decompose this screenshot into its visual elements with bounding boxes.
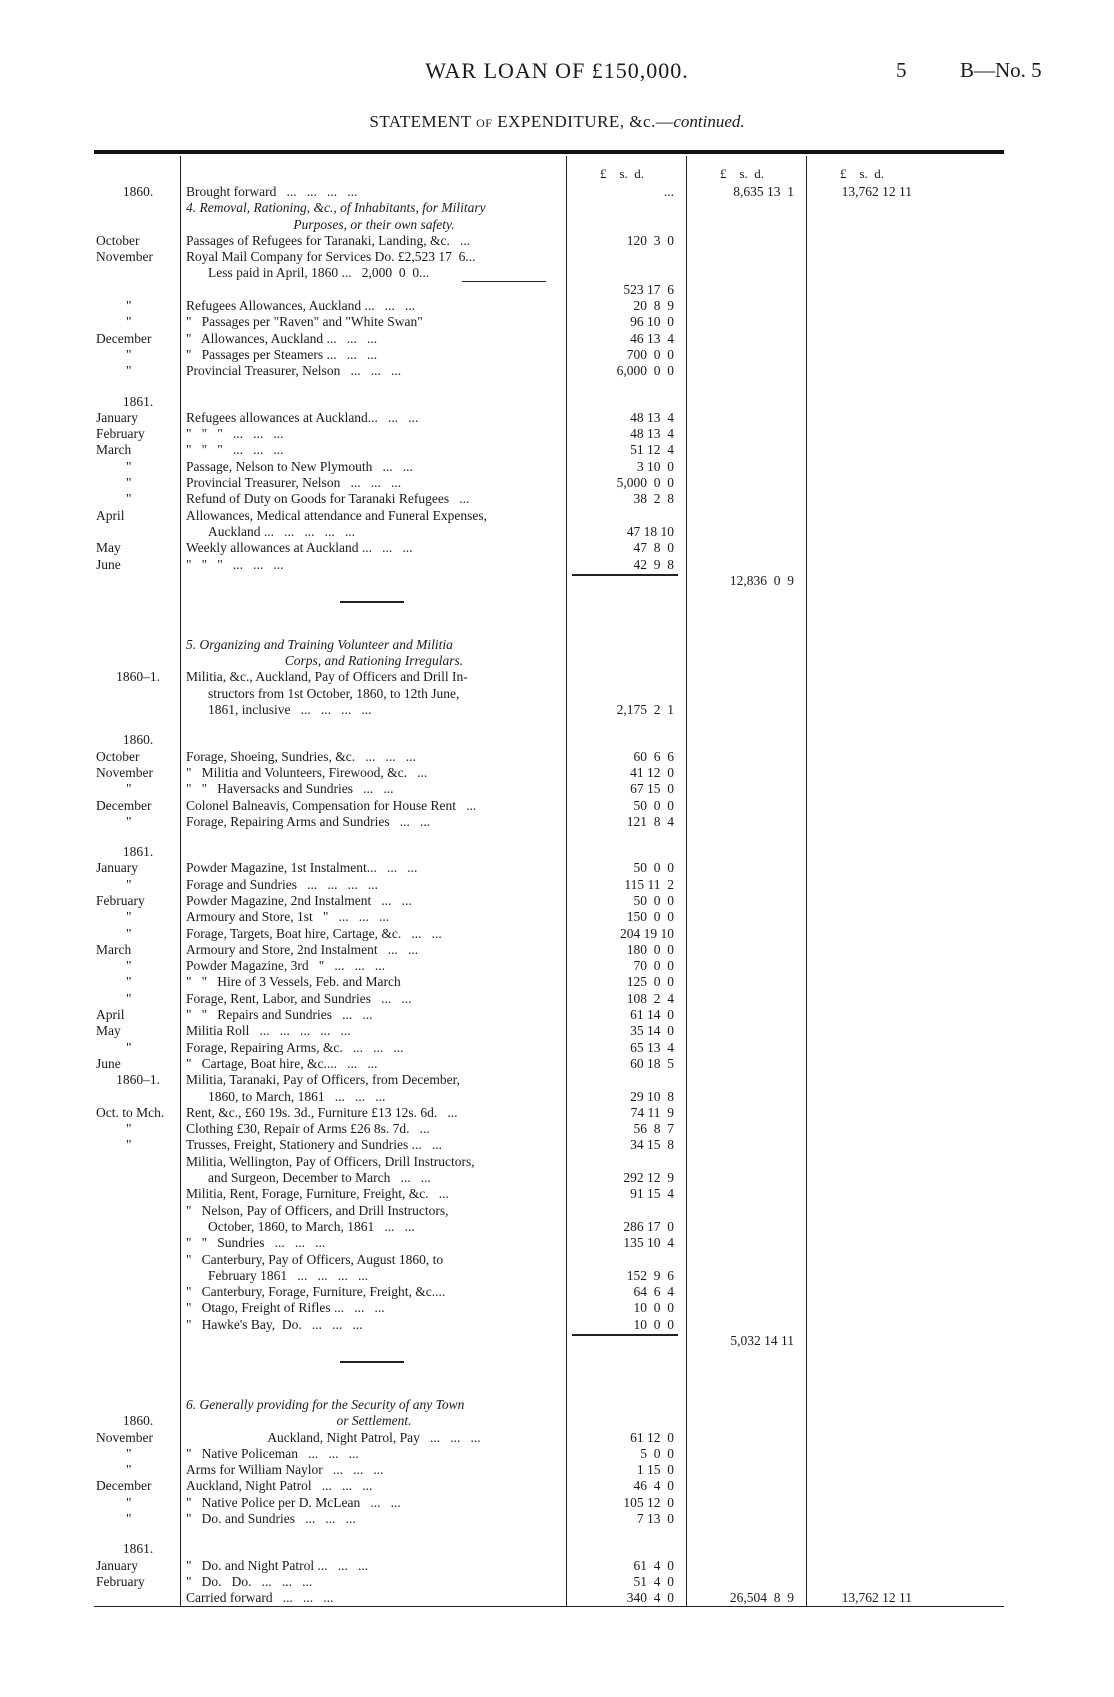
row-date: " [126,990,132,1006]
row-date: May [96,1023,121,1039]
amount-value: ... [663,184,674,199]
amount-value: 523 17 6 [623,281,674,297]
row-date: " [126,1511,132,1527]
row-description: Weekly allowances at Auckland ... ... ... [186,540,413,556]
row-description: Forage, Targets, Boat hire, Cartage, &c. ... ... [186,925,442,941]
row-date: November [96,764,153,780]
amount-value: 10 0 0 [633,1316,674,1332]
row-description: Passage, Nelson to New Plymouth ... ... [186,458,413,474]
amount-value: 56 8 7 [633,1121,674,1137]
row-date: " [126,909,132,925]
table-row [0,669,1114,685]
table-row [0,686,1114,702]
amount-value: 61 4 0 [633,1557,674,1573]
row-date: " [126,314,132,330]
table-row [0,749,1114,765]
amount-value: 47 8 0 [633,540,674,556]
amount-value: 105 12 0 [623,1494,674,1510]
table-row [0,860,1114,876]
table-row [0,282,1114,298]
amount-value: 74 11 9 [630,1104,674,1120]
row-description: " Hawke's Bay, Do. ... ... ... [186,1316,363,1332]
subtitle-continued: continued. [673,112,745,131]
row-date: 1861. [122,1541,154,1557]
subtitle-of: OF [476,116,493,130]
row-date: " [126,1494,132,1510]
page-header [0,58,1114,98]
row-description: " " " ... ... ... [186,442,284,458]
row-spacer [0,623,1114,637]
amount-value: 50 0 0 [633,892,674,908]
amount-value: 61 12 0 [630,1429,674,1445]
table-row [0,1235,1114,1251]
amount-value: 5,000 0 0 [616,475,674,491]
row-description: Allowances, Medical attendance and Funeral Expenses, [186,507,488,523]
table-row [0,1446,1114,1462]
row-date: January [96,409,138,425]
amount-value: 13,762 12 11 [841,184,912,199]
row-description: Forage, Repairing Arms and Sundries ... ... [186,813,431,829]
row-description: Militia, Taranaki, Pay of Officers, from December, [186,1072,460,1088]
table-row [0,331,1114,347]
col-header-1: £ s. d. [600,166,645,181]
amount-value: 2,175 2 1 [616,702,674,718]
table-row [0,1023,1114,1039]
row-date: " [126,781,132,797]
table-row [0,1040,1114,1056]
amount-value: 7 13 0 [636,1511,674,1527]
row-spacer [0,1527,1114,1541]
row-date: " [126,475,132,491]
row-description: Passages of Refugees for Taranaki, Landing, &c. ... [186,232,471,248]
row-description: Militia, &c., Auckland, Pay of Officers and Drill In- [186,669,468,685]
amount-value: 67 15 0 [630,781,674,797]
amount-value: 204 19 10 [620,925,674,941]
row-date: June [96,556,121,572]
row-description: Clothing £30, Repair of Arms £26 8s. 7d. ... [186,1121,430,1137]
row-date: " [126,1445,132,1461]
row-description: " Nelson, Pay of Officers, and Drill Instructors, [186,1202,449,1218]
row-description: " Do. and Sundries ... ... ... [186,1511,356,1527]
amount-value: 292 12 9 [623,1170,674,1186]
row-description: " Otago, Freight of Rifles ... ... ... [186,1300,385,1316]
row-description: Refugees Allowances, Auckland ... ... ... [186,298,416,314]
row-description: Militia Roll ... ... ... ... ... [186,1023,351,1039]
row-date: 1861. [122,844,154,860]
row-description: February 1861 ... ... ... ... [208,1267,369,1283]
table-row [0,200,1114,216]
row-description: Auckland, Night Patrol ... ... ... [186,1478,373,1494]
row-date: November [96,249,153,265]
row-date: " [126,974,132,990]
table-row [0,491,1114,507]
row-date: March [96,941,132,957]
row-date: " [126,925,132,941]
amount-value: 13,762 12 11 [841,1590,912,1606]
table-row [0,1007,1114,1023]
table-row [0,217,1114,233]
row-date: " [126,491,132,507]
table-row [0,442,1114,458]
row-date: 1861. [122,393,154,409]
row-description: " " Haversacks and Sundries ... ... [186,781,394,797]
table-row [0,410,1114,426]
amount-value: 46 13 4 [630,330,674,346]
table-row [0,1072,1114,1088]
amount-value: 286 17 0 [623,1218,674,1234]
col-header-2: £ s. d. [720,166,765,181]
row-date: 1860. [122,1413,154,1429]
row-date: May [96,540,121,556]
row-description: Rent, &c., £60 19s. 3d., Furniture £13 12s. 6d. ... [186,1104,458,1120]
amount-value: 47 18 10 [626,523,674,539]
table-row [0,298,1114,314]
row-description: Armoury and Store, 1st " ... ... ... [186,909,390,925]
row-date: December [96,330,152,346]
table-row [0,1121,1114,1137]
amount-value: 12,836 0 9 [729,572,794,588]
row-date: November [96,1429,153,1445]
amount-value: 150 0 0 [626,909,674,925]
amount-value: 29 10 8 [630,1088,674,1104]
table-row [0,1397,1114,1413]
table-row [0,1590,1114,1606]
row-date: February [96,892,145,908]
row-date: December [96,1478,152,1494]
table-row [0,540,1114,556]
table-row [0,347,1114,363]
row-description: 4. Removal, Rationing, &c., of Inhabitants, for Military [186,200,486,216]
table-row [0,1268,1114,1284]
row-description: " Do. and Night Patrol ... ... ... [186,1557,369,1573]
row-description: Colonel Balneavis, Compensation for House Rent ... [186,797,477,813]
table-row [0,844,1114,860]
row-description: Powder Magazine, 3rd " ... ... ... [186,958,385,974]
table-row [0,459,1114,475]
amount-value: 91 15 4 [630,1186,674,1202]
row-description: " Native Police per D. McLean ... ... [186,1494,401,1510]
row-date: October [96,232,140,248]
row-description: Purposes, or their own safety. [293,216,455,232]
amount-value: 64 6 4 [633,1284,674,1300]
row-date: 1860. [122,184,154,199]
table-row [0,265,1114,281]
table-row [0,184,1114,200]
row-description: and Surgeon, December to March ... ... [208,1170,431,1186]
table-row [0,653,1114,669]
row-description: Powder Magazine, 2nd Instalment ... ... [186,892,412,908]
row-date: March [96,442,132,458]
table-row [0,426,1114,442]
table-row [0,1105,1114,1121]
row-description: Powder Magazine, 1st Instalment... ... ... [186,860,418,876]
amount-value: 50 0 0 [633,860,674,876]
row-description: " Passages per Steamers ... ... ... [186,346,378,362]
table-row [0,814,1114,830]
row-description: 1861, inclusive ... ... ... ... [208,702,372,718]
subtitle-main: STATEMENT [369,112,472,131]
table-row [0,314,1114,330]
row-date: " [126,1121,132,1137]
table-row [0,1430,1114,1446]
table-row [0,702,1114,718]
row-description: " Canterbury, Pay of Officers, August 1860, to [186,1251,444,1267]
amount-value: 125 0 0 [626,974,674,990]
row-description: " " " ... ... ... [186,556,284,572]
table-row [0,909,1114,925]
amount-value: 46 4 0 [633,1478,674,1494]
table-row [0,1317,1114,1333]
row-spacer [0,830,1114,844]
table-row [0,1541,1114,1557]
table-row [0,249,1114,265]
row-description: Militia, Wellington, Pay of Officers, Drill Instructors, [186,1153,475,1169]
row-date: " [126,346,132,362]
row-description: " Militia and Volunteers, Firewood, &c. ... [186,764,428,780]
row-date: February [96,426,145,442]
table-row [0,1462,1114,1478]
row-date: " [126,298,132,314]
row-description: Forage, Rent, Labor, and Sundries ... ... [186,990,412,1006]
amount-value: 180 0 0 [626,941,674,957]
amount-value: 48 13 4 [630,426,674,442]
row-description: " " Hire of 3 Vessels, Feb. and March [186,974,401,990]
amount-value: 20 8 9 [633,298,674,314]
section-separator-rule [340,1361,404,1363]
table-row [0,1170,1114,1186]
row-description: 1860, to March, 1861 ... ... ... [208,1088,386,1104]
amount-value: 1 15 0 [636,1462,674,1478]
table-row [0,942,1114,958]
row-date: " [126,363,132,379]
table-row [0,1154,1114,1170]
row-description: Provincial Treasurer, Nelson ... ... ... [186,363,402,379]
row-description: Carried forward ... ... ... [186,1590,334,1606]
amount-value: 34 15 8 [630,1137,674,1153]
row-description: Refund of Duty on Goods for Taranaki Refugees ... [186,491,470,507]
table-row [0,1284,1114,1300]
row-description: Forage and Sundries ... ... ... ... [186,876,378,892]
amount-value: 50 0 0 [633,797,674,813]
row-date: 1860. [122,732,154,748]
amount-value: 340 4 0 [626,1590,674,1606]
amount-value: 700 0 0 [626,346,674,362]
table-row [0,1056,1114,1072]
amount-value: 3 10 0 [636,458,674,474]
amount-value: 42 9 8 [633,556,674,572]
amount-value: 26,504 8 9 [729,1590,794,1606]
amount-value: 5 0 0 [640,1445,674,1461]
page-title: WAR LOAN OF £150,000. [425,58,689,83]
amount-value: 5,032 14 11 [730,1333,794,1348]
row-date: April [96,507,125,523]
row-description: " Native Policeman ... ... ... [186,1445,359,1461]
amount-value: 51 4 0 [633,1573,674,1589]
row-description: Corps, and Rationing Irregulars. [284,653,464,669]
row-date: 1860–1. [116,1072,160,1088]
amount-value: 60 6 6 [633,748,674,764]
row-description: Trusses, Freight, Stationery and Sundries ... ... [186,1137,442,1153]
amount-value: 41 12 0 [630,764,674,780]
table-row [0,926,1114,942]
row-spacer [0,718,1114,732]
row-date: April [96,1007,125,1023]
table-row [0,877,1114,893]
table-row [0,233,1114,249]
subtitle-rest: EXPENDITURE, &c.— [497,112,674,131]
amount-value: 121 8 4 [626,813,674,829]
ledger-rows [0,184,1114,1607]
row-date: " [126,876,132,892]
table-row [0,1511,1114,1527]
table-row [0,637,1114,653]
row-date: June [96,1055,121,1071]
table-row [0,732,1114,748]
table-row [0,1203,1114,1219]
table-row [0,1478,1114,1494]
row-description: Forage, Shoeing, Sundries, &c. ... ... ... [186,748,416,764]
table-row [0,1574,1114,1590]
page-subtitle [0,112,1114,132]
amount-value: 6,000 0 0 [616,363,674,379]
row-description: Royal Mail Company for Services Do. £2,523 17 6... [186,249,476,265]
row-date: " [126,958,132,974]
table-row [0,394,1114,410]
section-separator-rule [340,601,404,603]
row-description: Auckland ... ... ... ... ... [208,523,355,539]
row-description: 5. Organizing and Training Volunteer and Militia [186,636,453,652]
amount-value: 8,635 13 1 [733,184,794,199]
row-description: " Allowances, Auckland ... ... ... [186,330,378,346]
row-spacer [0,1383,1114,1397]
row-description: structors from 1st October, 1860, to 12th June, [208,685,460,701]
amount-value: 61 14 0 [630,1007,674,1023]
row-date: February [96,1573,145,1589]
amount-value: 60 18 5 [630,1055,674,1071]
section-separator [0,593,1114,623]
row-date: December [96,797,152,813]
table-row [0,557,1114,573]
table-top-rule [94,150,1004,154]
table-row [0,781,1114,797]
table-row [0,1300,1114,1316]
row-description: " " Sundries ... ... ... [186,1235,326,1251]
row-date: January [96,860,138,876]
row-date: 1860–1. [116,669,160,685]
amount-value: 65 13 4 [630,1039,674,1055]
amount-value: 38 2 8 [633,491,674,507]
row-date: " [126,458,132,474]
page-number: 5 [896,58,907,82]
table-row [0,958,1114,974]
amount-value: 35 14 0 [630,1023,674,1039]
row-description: " Do. Do. ... ... ... [186,1573,313,1589]
row-description: 6. Generally providing for the Security of any Town [186,1397,465,1412]
row-date: " [126,1039,132,1055]
table-row [0,991,1114,1007]
row-description: " Cartage, Boat hire, &c.... ... ... [186,1055,378,1071]
table-row [0,974,1114,990]
section-separator [0,1353,1114,1383]
row-description: Forage, Repairing Arms, &c. ... ... ... [186,1039,404,1055]
row-description: Provincial Treasurer, Nelson ... ... ... [186,475,402,491]
row-description: Militia, Rent, Forage, Furniture, Freight, &c. ... [186,1186,449,1202]
row-description: " " " ... ... ... [186,426,284,442]
table-row [0,508,1114,524]
table-row [0,893,1114,909]
row-date: " [126,1137,132,1153]
table-row [0,1413,1114,1429]
table-row [0,1558,1114,1574]
table-row [0,1186,1114,1202]
table-row [0,1252,1114,1268]
row-description: October, 1860, to March, 1861 ... ... [208,1218,415,1234]
row-date: January [96,1557,138,1573]
table-row [0,1495,1114,1511]
amount-value: 120 3 0 [626,232,674,248]
row-description: Brought forward ... ... ... ... [186,184,358,199]
row-description: Auckland, Night Patrol, Pay ... ... ... [267,1429,481,1445]
table-row [0,1137,1114,1153]
row-description: " Passages per "Raven" and "White Swan" [186,314,423,330]
table-row [0,475,1114,491]
table-row [0,363,1114,379]
row-description: " " Repairs and Sundries ... ... [186,1007,373,1023]
amount-value: 135 10 4 [623,1235,674,1251]
amount-value: 96 10 0 [630,314,674,330]
table-row [0,524,1114,540]
row-date: October [96,748,140,764]
table-row [0,765,1114,781]
amount-value: 108 2 4 [626,990,674,1006]
amount-value: 70 0 0 [633,958,674,974]
table-row [0,1089,1114,1105]
row-date: Oct. to Mch. [96,1104,165,1120]
row-spacer [0,380,1114,394]
row-description: Refugees allowances at Auckland... ... ... [186,409,419,425]
col-header-3: £ s. d. [840,166,885,181]
amount-value: 152 9 6 [626,1267,674,1283]
row-description: " Canterbury, Forage, Furniture, Freight, &c.... [186,1284,446,1300]
row-description: Less paid in April, 1860 ... 2,000 0 0... [208,265,430,281]
table-row [0,1333,1114,1353]
document-reference: B—No. 5 [960,58,1042,82]
row-description: or Settlement. [336,1413,412,1429]
table-row [0,798,1114,814]
row-date: " [126,813,132,829]
row-description: Arms for William Naylor ... ... ... [186,1462,384,1478]
table-row [0,1219,1114,1235]
amount-value: 115 11 2 [624,876,674,892]
table-row [0,573,1114,593]
row-description: Armoury and Store, 2nd Instalment ... ... [186,941,419,957]
amount-value: 10 0 0 [633,1300,674,1316]
amount-value: 48 13 4 [630,409,674,425]
row-date: " [126,1462,132,1478]
amount-value: 51 12 4 [630,442,674,458]
